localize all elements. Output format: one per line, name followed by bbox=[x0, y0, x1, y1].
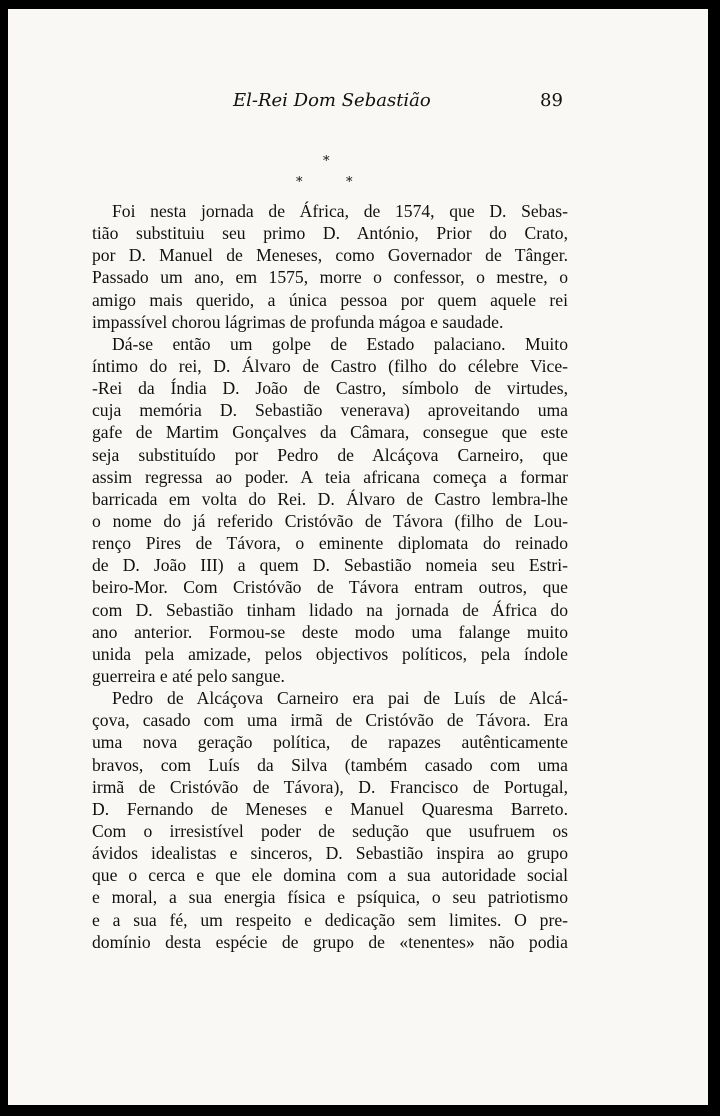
text-line: çova, casado com uma irmã de Cristóvão de Távora. Era bbox=[92, 710, 568, 731]
text-line: ano anterior. Formou-se deste modo uma falange muito bbox=[92, 621, 568, 642]
text-line: amigo mais querido, a única pessoa por quem aquele rei bbox=[92, 289, 568, 310]
text-line: barricada em volta do Rei. D. Álvaro de Castro lembra-lhe bbox=[92, 488, 568, 509]
text-line: que o cerca e que ele domina com a sua autoridade social bbox=[92, 865, 568, 886]
text-line: Dá-se então um golpe de Estado palaciano. Muito bbox=[112, 333, 568, 354]
text-line: de D. João III) a quem D. Sebastião nomeia seu Estri- bbox=[92, 555, 568, 576]
text-line: Com o irresistível poder de sedução que usufruem os bbox=[92, 820, 568, 841]
text-line: seja substituído por Pedro de Alcáçova Carneiro, que bbox=[92, 444, 568, 465]
text-line: unida pela amizade, pelos objectivos políticos, pela índole bbox=[92, 643, 568, 664]
text-line: beiro-Mor. Com Cristóvão de Távora entram outros, que bbox=[92, 577, 568, 598]
text-line: íntimo do rei, D. Álvaro de Castro (filho do célebre Vice- bbox=[92, 355, 568, 376]
text-line: o nome do já referido Cristóvão de Távora (filho de Lou- bbox=[92, 510, 568, 531]
text-line: gafe de Martim Gonçalves da Câmara, consegue que este bbox=[92, 422, 568, 443]
text-line: impassível chorou lágrimas de profunda mágoa e saudade. bbox=[92, 311, 504, 332]
text-line: ávidos idealistas e sinceros, D. Sebastião inspira ao grupo bbox=[92, 843, 568, 864]
book-page bbox=[8, 9, 708, 1105]
text-line: Pedro de Alcáçova Carneiro era pai de Luís de Alcá- bbox=[112, 688, 568, 709]
text-line: assim regressa ao poder. A teia africana começa a formar bbox=[92, 466, 568, 487]
text-line: uma nova geração política, de rapazes autênticamente bbox=[92, 732, 568, 753]
text-line: tião substituiu seu primo D. António, Prior do Crato, bbox=[92, 223, 568, 244]
text-line: Foi nesta jornada de África, de 1574, que D. Sebas- bbox=[112, 201, 568, 221]
text-line: -Rei da Índia D. João de Castro, símbolo de virtudes, bbox=[92, 378, 568, 399]
text-line: irmã de Cristóvão de Távora), D. Francisco de Portugal, bbox=[92, 776, 568, 797]
body-text bbox=[92, 200, 568, 953]
text-line: D. Fernando de Meneses e Manuel Quaresma Barreto. bbox=[92, 798, 568, 819]
text-line: e moral, a sua energia física e psíquica, o seu patriotismo bbox=[92, 887, 568, 908]
text-line: guerreira e até pelo sangue. bbox=[92, 665, 285, 686]
section-separator-star: * bbox=[323, 154, 330, 169]
text-line: cuja memória D. Sebastião venerava) aproveitando uma bbox=[92, 400, 568, 421]
text-line: domínio desta espécie de grupo de «tenentes» não podia bbox=[92, 931, 568, 952]
text-line: por D. Manuel de Meneses, como Governador de Tânger. bbox=[92, 245, 568, 266]
text-line: Passado um ano, em 1575, morre o confessor, o mestre, o bbox=[92, 267, 568, 288]
section-separator-star: * bbox=[346, 175, 353, 190]
section-separator-star: * bbox=[296, 175, 303, 190]
text-line: bravos, com Luís da Silva (também casado com uma bbox=[92, 754, 568, 775]
page-number: 89 bbox=[540, 90, 563, 111]
running-header-title: El-Rei Dom Sebastião bbox=[233, 90, 431, 111]
text-line: e a sua fé, um respeito e dedicação sem limites. O pre- bbox=[92, 909, 568, 930]
text-line: com D. Sebastião tinham lidado na jornada de África do bbox=[92, 599, 568, 620]
text-line: renço Pires de Távora, o eminente diplomata do reinado bbox=[92, 533, 568, 554]
